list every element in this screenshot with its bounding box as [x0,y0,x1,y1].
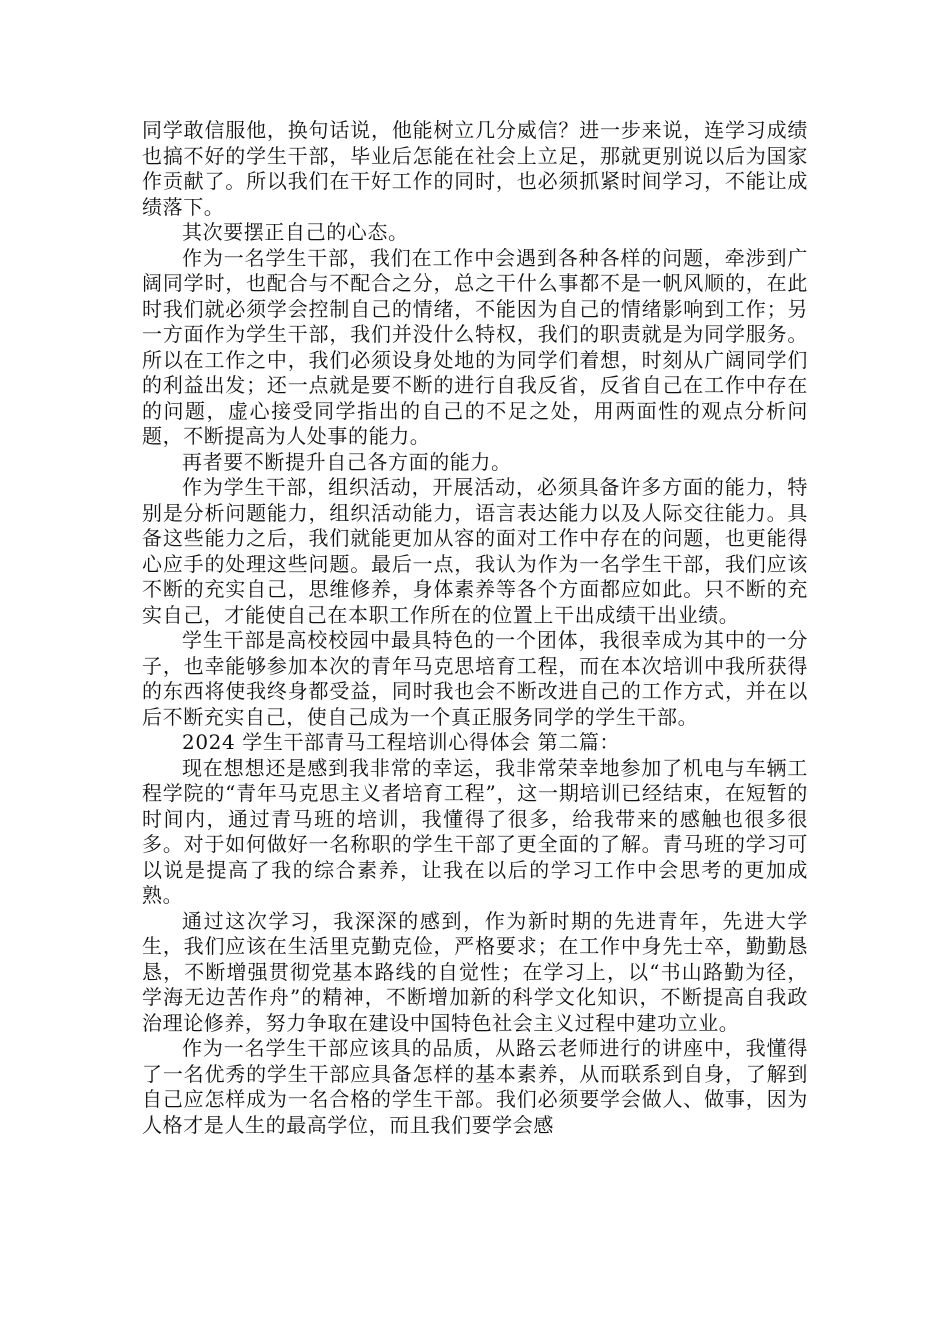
paragraph-4: 再者要不断提升自己各方面的能力。 [182,449,512,474]
paragraph-5: 作为学生干部，组织活动，开展活动，必须具备许多方面的能力，特别是分析问题能力，组织活动能力，语言表达能力以及人际交往能力。具备这些能力之后，我们就能更加从容的面对工作中存在的问题，也更能得心应手的处理这些问题。最后一点，我认为作为一名学生干部，我们应该不断的充实自己，思维修养，身体素养等各个方面都应如此。只不断的充实自己，才能使自己在本职工作所在的位置上干出成绩干出业绩。 [142,475,808,627]
paragraph-3: 作为一名学生干部，我们在工作中会遇到各种各样的问题，牵涉到广阔同学时，也配合与不配合之分，总之干什么事都不是一帆风顺的，在此时我们就必须学会控制自己的情绪，不能因为自己的情绪影响到工作；另一方面作为学生干部，我们并没什么特权，我们的职责就是为同学服务。所以在工作之中，我们必须设身处地的为同学们着想，时刻从广阔同学们的利益出发；还一点就是要不断的进行自我反省，反省自己在工作中存在的问题，虚心接受同学指出的自己的不足之处，用两面性的观点分析问题，不断提高为人处事的能力。 [142,245,808,448]
paragraph-8: 现在想想还是感到我非常的幸运，我非常荣幸地参加了机电与车辆工程学院的“青年马克思主义者培育工程”，这一期培训已经结束，在短暂的时间内，通过青马班的培训，我懂得了很多，给我带来的感触也很多很多。对于如何做好一名称职的学生干部了更全面的了解。青马班的学习可以说是提高了我的综合素养，让我在以后的学习工作中会思考的更加成熟。 [142,755,808,907]
paragraph-9: 通过这次学习，我深深的感到，作为新时期的先进青年，先进大学生，我们应该在生活里克勤克俭，严格要求；在工作中身先士卒，勤勤恳恳，不断增强贯彻党基本路线的自觉性；在学习上，以“书山路勤为径，学海无边苦作舟”的精神，不断增加新的科学文化知识，不断提高自我政治理论修养，努力争取在建设中国特色社会主义过程中建功立业。 [142,908,808,1035]
paragraph-10: 作为一名学生干部应该具的品质，从路云老师进行的讲座中，我懂得了一名优秀的学生干部应具备怎样的基本素养，从而联系到自身，了解到自己应怎样成为一名合格的学生干部。我们必须要学会做人、做事，因为人格才是人生的最高学位，而且我们要学会感 [142,1036,808,1137]
paragraph-1: 同学敢信服他，换句话说，他能树立几分威信？进一步来说，连学习成绩也搞不好的学生干部，毕业后怎能在社会上立足，那就更别说以后为国家作贡献了。所以我们在干好工作的同时，也必须抓紧时间学习，不能让成绩落下。 [142,118,808,219]
section-heading: 2024 学生干部青马工程培训心得体会 第二篇： [182,730,621,754]
paragraph-6: 学生干部是高校校园中最具特色的一个团体，我很幸成为其中的一分子，也幸能够参加本次的青年马克思培育工程，而在本次培训中我所获得的东西将使我终身都受益，同时我也会不断改进自己的工作方式，并在以后不断充实自己，使自己成为一个真正服务同学的学生干部。 [142,628,808,729]
document-page [142,118,808,1138]
paragraph-2: 其次要摆正自己的心态。 [182,220,409,244]
